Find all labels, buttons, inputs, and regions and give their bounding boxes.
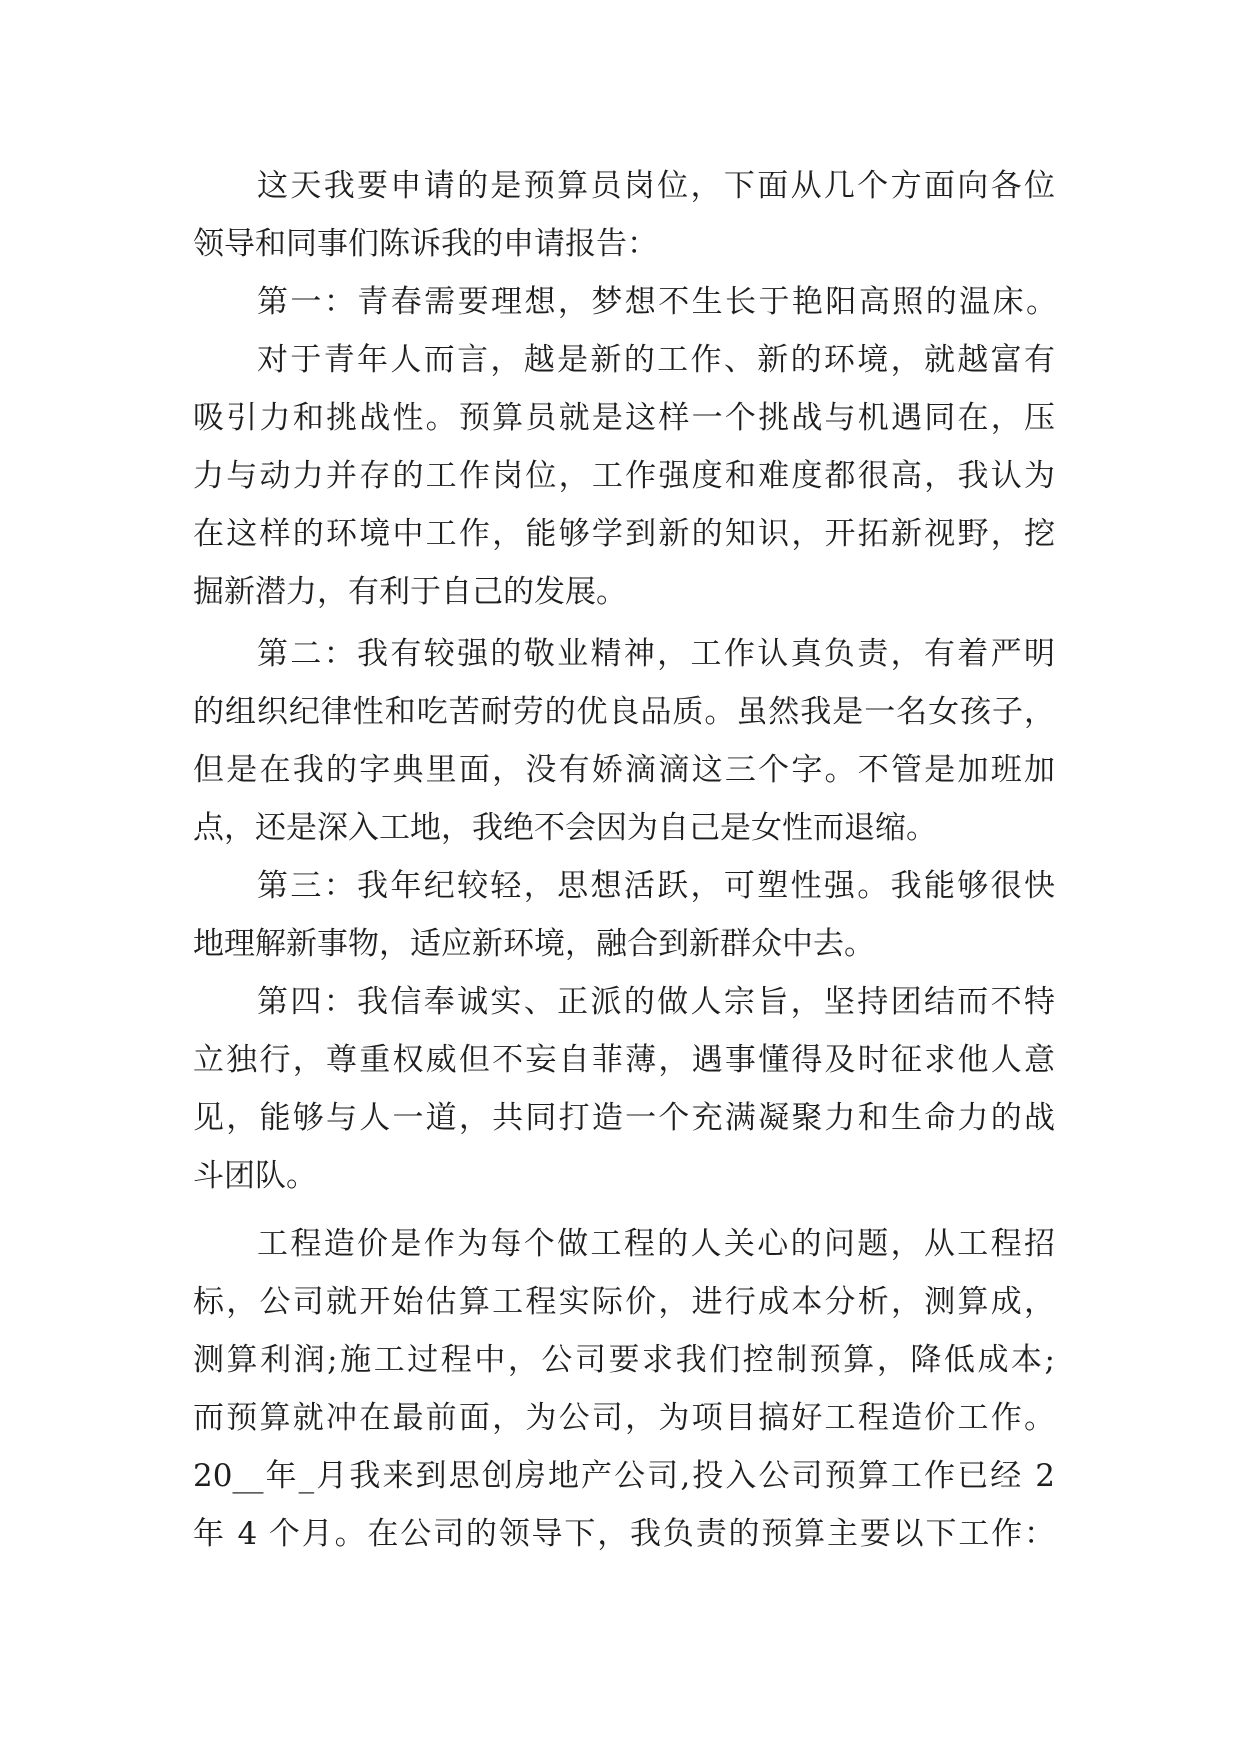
paragraph-4-line-2: 地理解新事物，适应新环境，融合到新群众中去。 bbox=[193, 926, 875, 962]
paragraph-1-line-2: 领导和同事们陈诉我的申请报告： bbox=[193, 226, 658, 262]
paragraph-2-line-1: 对于青年人而言，越是新的工作、新的环境，就越富有 bbox=[257, 342, 1055, 378]
paragraph-2-line-2: 吸引力和挑战性。预算员就是这样一个挑战与机遇同在，压 bbox=[193, 400, 1055, 436]
paragraph-5-line-4: 斗团队。 bbox=[193, 1158, 317, 1194]
paragraph-6-line-5: 20__年_月我来到思创房地产公司,投入公司预算工作已经 2 bbox=[193, 1458, 1055, 1494]
paragraph-2-line-3: 力与动力并存的工作岗位，工作强度和难度都很高，我认为 bbox=[193, 458, 1055, 494]
paragraph-5-line-3: 见，能够与人一道，共同打造一个充满凝聚力和生命力的战 bbox=[193, 1100, 1055, 1136]
paragraph-5-line-2: 立独行，尊重权威但不妄自菲薄，遇事懂得及时征求他人意 bbox=[193, 1042, 1055, 1078]
paragraph-2-line-4: 在这样的环境中工作，能够学到新的知识，开拓新视野，挖 bbox=[193, 516, 1055, 552]
section-1-heading: 第一：青春需要理想，梦想不生长于艳阳高照的温床。 bbox=[257, 284, 1057, 320]
paragraph-3-line-4: 点，还是深入工地，我绝不会因为自己是女性而退缩。 bbox=[193, 810, 937, 846]
paragraph-5-line-1: 第四：我信奉诚实、正派的做人宗旨，坚持团结而不特 bbox=[257, 984, 1055, 1020]
paragraph-4-line-1: 第三：我年纪较轻，思想活跃，可塑性强。我能够很快 bbox=[257, 868, 1055, 904]
paragraph-3-line-3: 但是在我的字典里面，没有娇滴滴这三个字。不管是加班加 bbox=[193, 752, 1055, 788]
paragraph-3-line-2: 的组织纪律性和吃苦耐劳的优良品质。虽然我是一名女孩子， bbox=[193, 694, 1055, 730]
paragraph-6-line-6: 年 4 个月。在公司的领导下，我负责的预算主要以下工作： bbox=[193, 1516, 1055, 1552]
paragraph-6-line-2: 标，公司就开始估算工程实际价，进行成本分析，测算成， bbox=[193, 1284, 1055, 1320]
paragraph-6-line-3: 测算利润;施工过程中，公司要求我们控制预算，降低成本; bbox=[193, 1342, 1055, 1378]
paragraph-6-line-4: 而预算就冲在最前面，为公司，为项目搞好工程造价工作。 bbox=[193, 1400, 1055, 1436]
paragraph-1-line-1: 这天我要申请的是预算员岗位，下面从几个方面向各位 bbox=[257, 168, 1055, 204]
paragraph-2-line-5: 掘新潜力，有利于自己的发展。 bbox=[193, 574, 627, 610]
paragraph-6-line-1: 工程造价是作为每个做工程的人关心的问题，从工程招 bbox=[257, 1226, 1055, 1262]
paragraph-3-line-1: 第二：我有较强的敬业精神，工作认真负责，有着严明 bbox=[257, 636, 1055, 672]
